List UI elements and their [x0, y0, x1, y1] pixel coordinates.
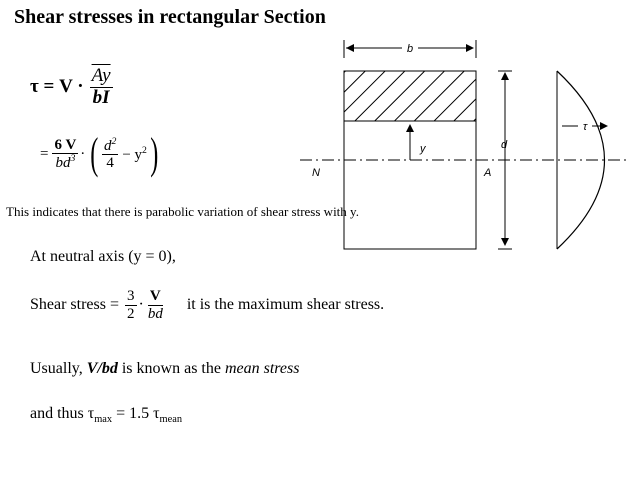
eq2-equals: =	[40, 145, 49, 162]
tau-arrow	[600, 122, 608, 130]
parabolic-note: This indicates that there is parabolic variation of shear stress with y.	[6, 204, 359, 219]
formula-numerator: $\overline{Ay}$	[91, 65, 111, 86]
right-paren: )	[150, 129, 159, 178]
thus-sub2: mean	[159, 414, 183, 426]
shear-num2: V	[149, 288, 161, 304]
tau-label: τ	[582, 121, 588, 133]
shear-dot: ·	[138, 296, 144, 313]
thus-prefix: and thus τ	[30, 405, 95, 422]
y-label: y	[420, 143, 426, 155]
eq2-d-exp: 2	[111, 135, 117, 147]
eq2-den: bd	[55, 155, 71, 171]
neutral-axis-text: At neutral axis (y = 0),	[30, 248, 176, 265]
usually-middle: is known as the	[117, 360, 225, 377]
shear-comment: it is the maximum shear stress.	[186, 296, 385, 313]
eq2-numerator: 6 V	[54, 136, 77, 153]
usually-vbd: V/bd	[86, 360, 118, 377]
eq2-minus-y: − y	[122, 146, 143, 163]
shear-den1: 2	[127, 305, 135, 322]
hatched-area	[344, 71, 476, 121]
b-arrow-right	[466, 44, 474, 52]
formula-denominator: bI	[92, 86, 110, 108]
eq2-y-exp: 2	[142, 144, 147, 156]
shear-label: Shear stress =	[30, 296, 120, 313]
formula-lhs: τ = V ·	[30, 76, 84, 98]
d-arrow-bottom	[501, 238, 509, 246]
shear-num1: 3	[127, 288, 135, 304]
eq2-four: 4	[106, 155, 114, 171]
eq2-dot: ·	[80, 145, 86, 162]
b-label: b	[406, 43, 414, 55]
thus-mid: = 1.5 τ	[112, 405, 160, 422]
thus-sub1: max	[94, 414, 113, 426]
eq2-den-exp: 3	[70, 153, 76, 164]
shear-den2: bd	[147, 305, 163, 322]
usually-mean: mean stress	[224, 360, 300, 377]
eq2-d: d	[103, 137, 112, 154]
n-label: N	[312, 167, 320, 179]
usually-prefix: Usually,	[30, 360, 87, 377]
left-paren: (	[90, 129, 99, 178]
d-label: d	[501, 139, 508, 151]
a-label: A	[484, 167, 492, 179]
d-arrow-top	[501, 72, 509, 80]
page-title: Shear stresses in rectangular Section	[14, 6, 326, 28]
y-arrow-head	[406, 124, 414, 132]
